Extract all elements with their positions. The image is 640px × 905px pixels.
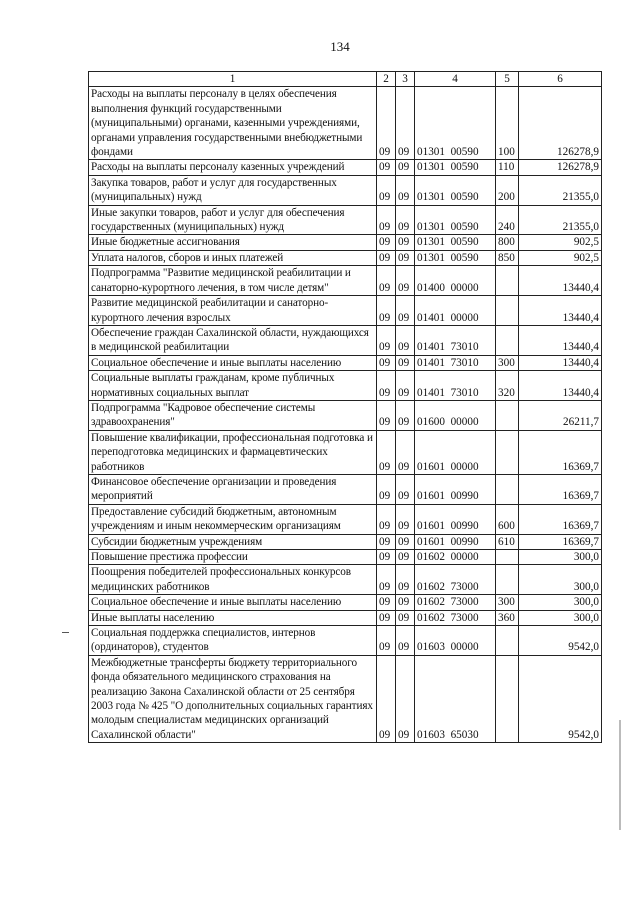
row-expense-type-cell [496, 325, 519, 355]
row-section-cell: 09 [377, 160, 396, 175]
row-subsection-cell: 09 [396, 534, 415, 549]
row-amount-cell: 13440,4 [519, 266, 602, 296]
row-amount-cell: 300,0 [519, 550, 602, 565]
row-name-cell: Иные бюджетные ассигнования [89, 235, 377, 250]
row-target-code-cell: 01301 00590 [415, 205, 496, 235]
table-row [89, 610, 602, 625]
row-expense-type-cell [496, 655, 519, 742]
row-section-cell: 09 [377, 474, 396, 504]
table-header-row [89, 72, 602, 87]
row-name-cell: Повышение квалификации, профессиональная подготовка и переподготовка медицинских и фармацевтических работников [89, 430, 377, 474]
row-name-cell: Развитие медицинской реабилитации и санаторно-курортного лечения взрослых [89, 296, 377, 326]
row-section-cell: 09 [377, 235, 396, 250]
table-row [89, 371, 602, 401]
column-header-2: 2 [377, 72, 396, 87]
row-expense-type-cell [496, 400, 519, 430]
row-section-cell: 09 [377, 504, 396, 534]
row-subsection-cell: 09 [396, 87, 415, 160]
margin-mark [62, 632, 69, 633]
row-target-code-cell: 01601 00000 [415, 430, 496, 474]
row-amount-cell: 16369,7 [519, 430, 602, 474]
row-name-cell: Межбюджетные трансферты бюджету территориального фонда обязательного медицинского страхования на реализацию Закона Сахалинской области от 25 сентября 2003 года № 425 "О дополнительных социальных гарантиях молодым специалистам медицинских организаций Сахалинской области" [89, 655, 377, 742]
row-expense-type-cell: 110 [496, 160, 519, 175]
row-name-cell: Повышение престижа профессии [89, 550, 377, 565]
row-section-cell: 09 [377, 400, 396, 430]
row-target-code-cell: 01601 00990 [415, 474, 496, 504]
row-target-code-cell: 01401 73010 [415, 355, 496, 370]
row-name-cell: Предоставление субсидий бюджетным, автономным учреждениям и иным некоммерческим организациям [89, 504, 377, 534]
row-subsection-cell: 09 [396, 355, 415, 370]
table-row [89, 160, 602, 175]
row-subsection-cell: 09 [396, 296, 415, 326]
row-subsection-cell: 09 [396, 205, 415, 235]
row-section-cell: 09 [377, 655, 396, 742]
row-section-cell: 09 [377, 87, 396, 160]
row-expense-type-cell: 320 [496, 371, 519, 401]
table-row [89, 474, 602, 504]
row-name-cell: Социальное обеспечение и иные выплаты населению [89, 355, 377, 370]
column-header-1: 1 [89, 72, 377, 87]
row-target-code-cell: 01602 00000 [415, 550, 496, 565]
budget-table [88, 71, 602, 743]
row-section-cell: 09 [377, 250, 396, 265]
column-header-3: 3 [396, 72, 415, 87]
row-section-cell: 09 [377, 595, 396, 610]
row-expense-type-cell [496, 626, 519, 656]
row-section-cell: 09 [377, 266, 396, 296]
row-target-code-cell: 01601 00990 [415, 504, 496, 534]
row-amount-cell: 126278,9 [519, 160, 602, 175]
row-expense-type-cell: 240 [496, 205, 519, 235]
table-row [89, 175, 602, 205]
row-amount-cell: 21355,0 [519, 175, 602, 205]
row-amount-cell: 9542,0 [519, 655, 602, 742]
table-row [89, 400, 602, 430]
table-row [89, 655, 602, 742]
row-section-cell: 09 [377, 534, 396, 549]
row-subsection-cell: 09 [396, 250, 415, 265]
row-name-cell: Социальное обеспечение и иные выплаты населению [89, 595, 377, 610]
row-name-cell: Социальные выплаты гражданам, кроме публичных нормативных социальных выплат [89, 371, 377, 401]
row-target-code-cell: 01401 73010 [415, 325, 496, 355]
row-target-code-cell: 01601 00990 [415, 534, 496, 549]
row-amount-cell: 16369,7 [519, 504, 602, 534]
row-subsection-cell: 09 [396, 175, 415, 205]
row-amount-cell: 13440,4 [519, 371, 602, 401]
row-subsection-cell: 09 [396, 474, 415, 504]
row-expense-type-cell [496, 266, 519, 296]
row-name-cell: Расходы на выплаты персоналу казенных учреждений [89, 160, 377, 175]
row-target-code-cell: 01400 00000 [415, 266, 496, 296]
table-row [89, 87, 602, 160]
table-row [89, 235, 602, 250]
page-number: 134 [330, 39, 350, 54]
row-amount-cell: 9542,0 [519, 626, 602, 656]
row-expense-type-cell: 600 [496, 504, 519, 534]
row-expense-type-cell [496, 430, 519, 474]
table-row [89, 296, 602, 326]
row-target-code-cell: 01603 00000 [415, 626, 496, 656]
row-expense-type-cell: 850 [496, 250, 519, 265]
row-expense-type-cell: 610 [496, 534, 519, 549]
row-expense-type-cell [496, 565, 519, 595]
row-expense-type-cell: 200 [496, 175, 519, 205]
row-amount-cell: 902,5 [519, 250, 602, 265]
row-amount-cell: 16369,7 [519, 534, 602, 549]
row-target-code-cell: 01600 00000 [415, 400, 496, 430]
row-amount-cell: 16369,7 [519, 474, 602, 504]
row-subsection-cell: 09 [396, 160, 415, 175]
row-amount-cell: 902,5 [519, 235, 602, 250]
row-expense-type-cell: 800 [496, 235, 519, 250]
row-subsection-cell: 09 [396, 655, 415, 742]
row-section-cell: 09 [377, 325, 396, 355]
row-target-code-cell: 01602 73000 [415, 565, 496, 595]
column-header-5: 5 [496, 72, 519, 87]
row-subsection-cell: 09 [396, 235, 415, 250]
row-section-cell: 09 [377, 565, 396, 595]
row-target-code-cell: 01401 00000 [415, 296, 496, 326]
row-amount-cell: 21355,0 [519, 205, 602, 235]
row-subsection-cell: 09 [396, 400, 415, 430]
table-row [89, 595, 602, 610]
row-name-cell: Иные закупки товаров, работ и услуг для обеспечения государственных (муниципальных) нужд [89, 205, 377, 235]
row-amount-cell: 13440,4 [519, 325, 602, 355]
row-amount-cell: 300,0 [519, 565, 602, 595]
row-expense-type-cell: 300 [496, 595, 519, 610]
row-expense-type-cell [496, 550, 519, 565]
row-target-code-cell: 01301 00590 [415, 160, 496, 175]
row-amount-cell: 300,0 [519, 595, 602, 610]
row-subsection-cell: 09 [396, 595, 415, 610]
row-name-cell: Подпрограмма "Кадровое обеспечение системы здравоохранения" [89, 400, 377, 430]
row-target-code-cell: 01301 00590 [415, 175, 496, 205]
row-amount-cell: 13440,4 [519, 355, 602, 370]
row-amount-cell: 26211,7 [519, 400, 602, 430]
row-subsection-cell: 09 [396, 550, 415, 565]
scan-edge-shadow [619, 720, 621, 830]
row-section-cell: 09 [377, 205, 396, 235]
row-expense-type-cell: 100 [496, 87, 519, 160]
table-row [89, 266, 602, 296]
row-section-cell: 09 [377, 430, 396, 474]
row-name-cell: Социальная поддержка специалистов, интернов (ординаторов), студентов [89, 626, 377, 656]
row-section-cell: 09 [377, 550, 396, 565]
row-section-cell: 09 [377, 175, 396, 205]
row-expense-type-cell [496, 296, 519, 326]
table-row [89, 325, 602, 355]
row-subsection-cell: 09 [396, 610, 415, 625]
table-row [89, 534, 602, 549]
row-subsection-cell: 09 [396, 325, 415, 355]
row-section-cell: 09 [377, 371, 396, 401]
row-subsection-cell: 09 [396, 626, 415, 656]
table-row [89, 430, 602, 474]
column-header-6: 6 [519, 72, 602, 87]
table-row [89, 250, 602, 265]
row-target-code-cell: 01602 73000 [415, 595, 496, 610]
row-expense-type-cell: 360 [496, 610, 519, 625]
table-row [89, 205, 602, 235]
table-row [89, 565, 602, 595]
row-amount-cell: 126278,9 [519, 87, 602, 160]
row-name-cell: Субсидии бюджетным учреждениям [89, 534, 377, 549]
row-subsection-cell: 09 [396, 565, 415, 595]
row-subsection-cell: 09 [396, 430, 415, 474]
row-target-code-cell: 01602 73000 [415, 610, 496, 625]
column-header-4: 4 [415, 72, 496, 87]
row-name-cell: Расходы на выплаты персоналу в целях обеспечения выполнения функций государственными (муниципальными) органами, казенными учреждениями, органами управления государственными внебюджетными фондами [89, 87, 377, 160]
row-subsection-cell: 09 [396, 266, 415, 296]
row-name-cell: Иные выплаты населению [89, 610, 377, 625]
row-subsection-cell: 09 [396, 371, 415, 401]
row-name-cell: Подпрограмма "Развитие медицинской реабилитации и санаторно-курортного лечения, в том числе детям" [89, 266, 377, 296]
row-expense-type-cell: 300 [496, 355, 519, 370]
row-name-cell: Закупка товаров, работ и услуг для государственных (муниципальных) нужд [89, 175, 377, 205]
row-section-cell: 09 [377, 355, 396, 370]
row-name-cell: Обеспечение граждан Сахалинской области, нуждающихся в медицинской реабилитации [89, 325, 377, 355]
row-expense-type-cell [496, 474, 519, 504]
row-target-code-cell: 01401 73010 [415, 371, 496, 401]
row-subsection-cell: 09 [396, 504, 415, 534]
row-name-cell: Поощрения победителей профессиональных конкурсов медицинских работников [89, 565, 377, 595]
row-name-cell: Финансовое обеспечение организации и проведения мероприятий [89, 474, 377, 504]
row-target-code-cell: 01301 00590 [415, 235, 496, 250]
table-row [89, 504, 602, 534]
table-row [89, 355, 602, 370]
row-target-code-cell: 01301 00590 [415, 250, 496, 265]
row-target-code-cell: 01301 00590 [415, 87, 496, 160]
row-name-cell: Уплата налогов, сборов и иных платежей [89, 250, 377, 265]
table-row [89, 626, 602, 656]
row-section-cell: 09 [377, 610, 396, 625]
row-section-cell: 09 [377, 296, 396, 326]
row-section-cell: 09 [377, 626, 396, 656]
row-amount-cell: 13440,4 [519, 296, 602, 326]
row-target-code-cell: 01603 65030 [415, 655, 496, 742]
row-amount-cell: 300,0 [519, 610, 602, 625]
table-row [89, 550, 602, 565]
